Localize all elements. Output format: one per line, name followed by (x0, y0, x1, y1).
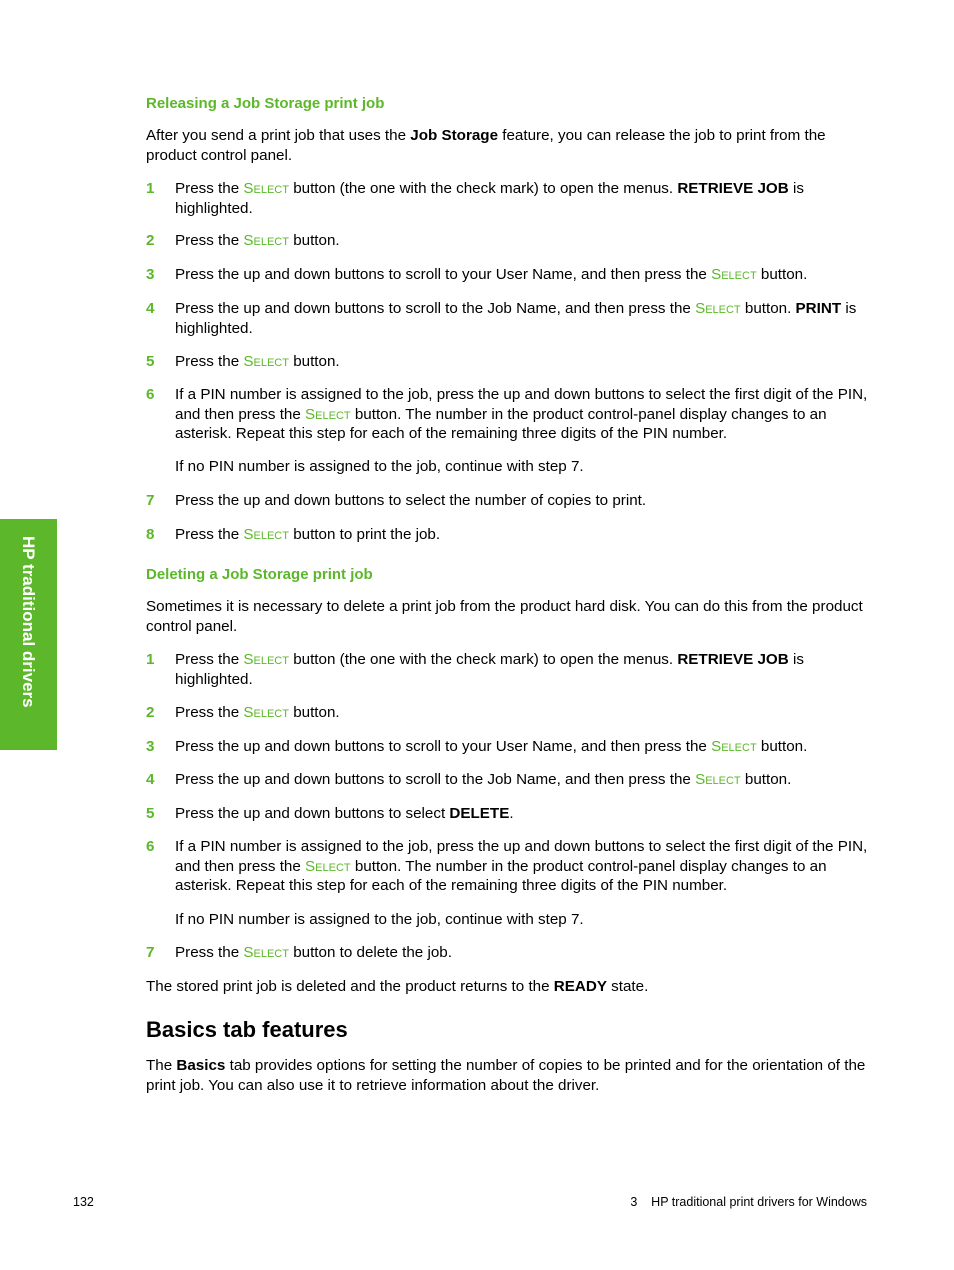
select-button-term: Select (695, 771, 741, 788)
step-number: 7 (146, 492, 155, 509)
step-number: 5 (146, 805, 155, 822)
select-button-term: Select (711, 738, 757, 755)
delete-outro: The stored print job is deleted and the product returns to the READY state. (146, 978, 649, 995)
heading-deleting-job: Deleting a Job Storage print job (146, 566, 373, 583)
select-button-term: Select (243, 526, 289, 543)
delete-step-6-note: If no PIN number is assigned to the job, continue with step 7. (175, 911, 584, 928)
step-number: 6 (146, 838, 155, 855)
heading-basics-tab: Basics tab features (146, 1017, 348, 1042)
step-number: 1 (146, 651, 155, 668)
step-number: 7 (146, 944, 155, 961)
select-button-term: Select (243, 651, 289, 668)
select-button-term: Select (243, 944, 289, 961)
select-button-term: Select (243, 704, 289, 721)
basics-body: The Basics tab provides options for setting the number of copies to be printed and for the orientation of the print job. You can also use it to retrieve information about the driver. (146, 1057, 866, 1094)
step-number: 5 (146, 353, 155, 370)
release-step-6-note: If no PIN number is assigned to the job, continue with step 7. (175, 458, 584, 475)
select-button-term: Select (305, 857, 351, 875)
chapter-side-tab-label: HP traditional drivers (19, 536, 38, 708)
footer-chapter: 3 HP traditional print drivers for Windows (630, 1195, 867, 1209)
step-number: 3 (146, 738, 155, 755)
step-number: 4 (146, 771, 155, 788)
step-number: 2 (146, 232, 155, 249)
page-number: 132 (73, 1195, 94, 1209)
step-number: 1 (146, 180, 155, 197)
select-button-term: Select (711, 266, 757, 283)
release-intro: After you send a print job that uses the Job Storage feature, you can release the job to print from the product control panel. (146, 127, 826, 164)
step-number: 8 (146, 526, 155, 543)
delete-intro: Sometimes it is necessary to delete a print job from the product hard disk. You can do this from the product control panel. (146, 598, 863, 635)
select-button-term: Select (695, 300, 741, 317)
select-button-term: Select (243, 180, 289, 197)
select-button-term: Select (243, 353, 289, 370)
select-button-term: Select (305, 405, 351, 423)
step-number: 4 (146, 300, 155, 317)
select-button-term: Select (243, 232, 289, 249)
step-number: 6 (146, 386, 155, 403)
step-number: 3 (146, 266, 155, 283)
heading-releasing-job: Releasing a Job Storage print job (146, 95, 385, 112)
step-number: 2 (146, 704, 155, 721)
